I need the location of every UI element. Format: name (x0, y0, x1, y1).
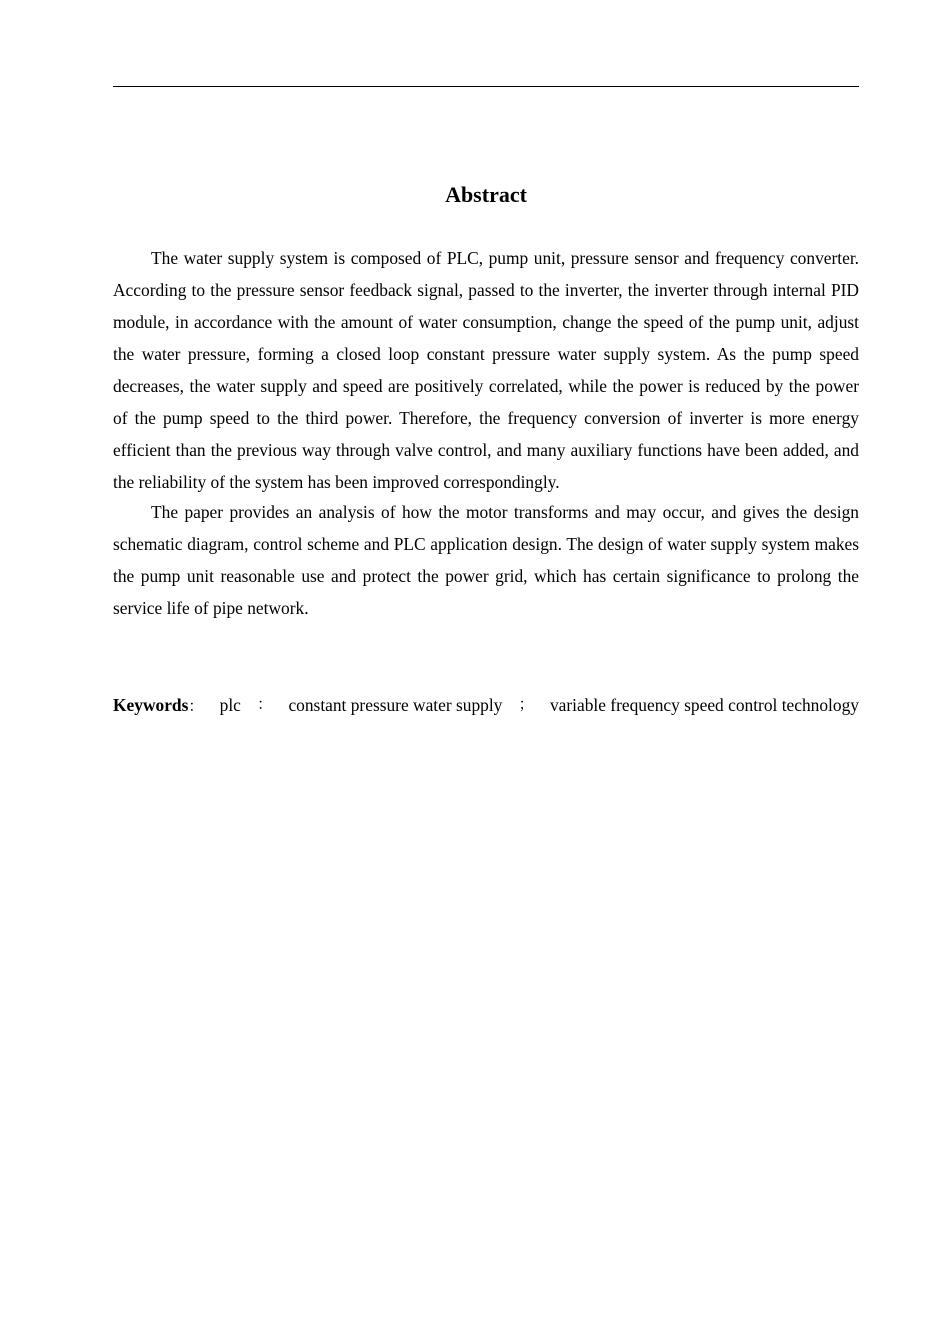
abstract-paragraph-2: The paper provides an analysis of how the motor transforms and may occur, and gives the design schematic diagram, control scheme and PLC application design. The design of water supply system makes the pump unit reasonable use and protect the power grid, which has certain significance to prolong the service life of pipe network. (113, 502, 859, 618)
keyword-3: variable frequency speed control technology (549, 695, 859, 715)
keywords-line (113, 689, 859, 723)
keyword-separator-2: ； (518, 697, 534, 713)
keywords-label-group (113, 689, 203, 723)
keyword-2: constant pressure water supply (288, 695, 503, 715)
header-rule (113, 86, 859, 87)
keyword-1: plc (219, 695, 241, 715)
abstract-body (113, 242, 859, 624)
abstract-paragraph-1: The water supply system is composed of PLC, pump unit, pressure sensor and frequency converter. According to the pressure sensor feedback signal, passed to the inverter, the inverter through internal PID module, in accordance with the amount of water consumption, change the speed of the pump unit, adjust the water pressure, forming a closed loop constant pressure water supply system. As the pump speed decreases, the water supply and speed are positively correlated, while the power is reduced by the power of the pump speed to the third power. Therefore, the frequency conversion of inverter is more energy efficient than the previous way through valve control, and many auxiliary functions have been added, and the reliability of the system has been improved correspondingly. (113, 248, 859, 492)
keywords-label: Keywords (113, 695, 189, 715)
abstract-title: Abstract (445, 182, 527, 207)
keywords-colon: ： (188, 699, 204, 715)
keyword-separator-1: ： (257, 697, 273, 713)
